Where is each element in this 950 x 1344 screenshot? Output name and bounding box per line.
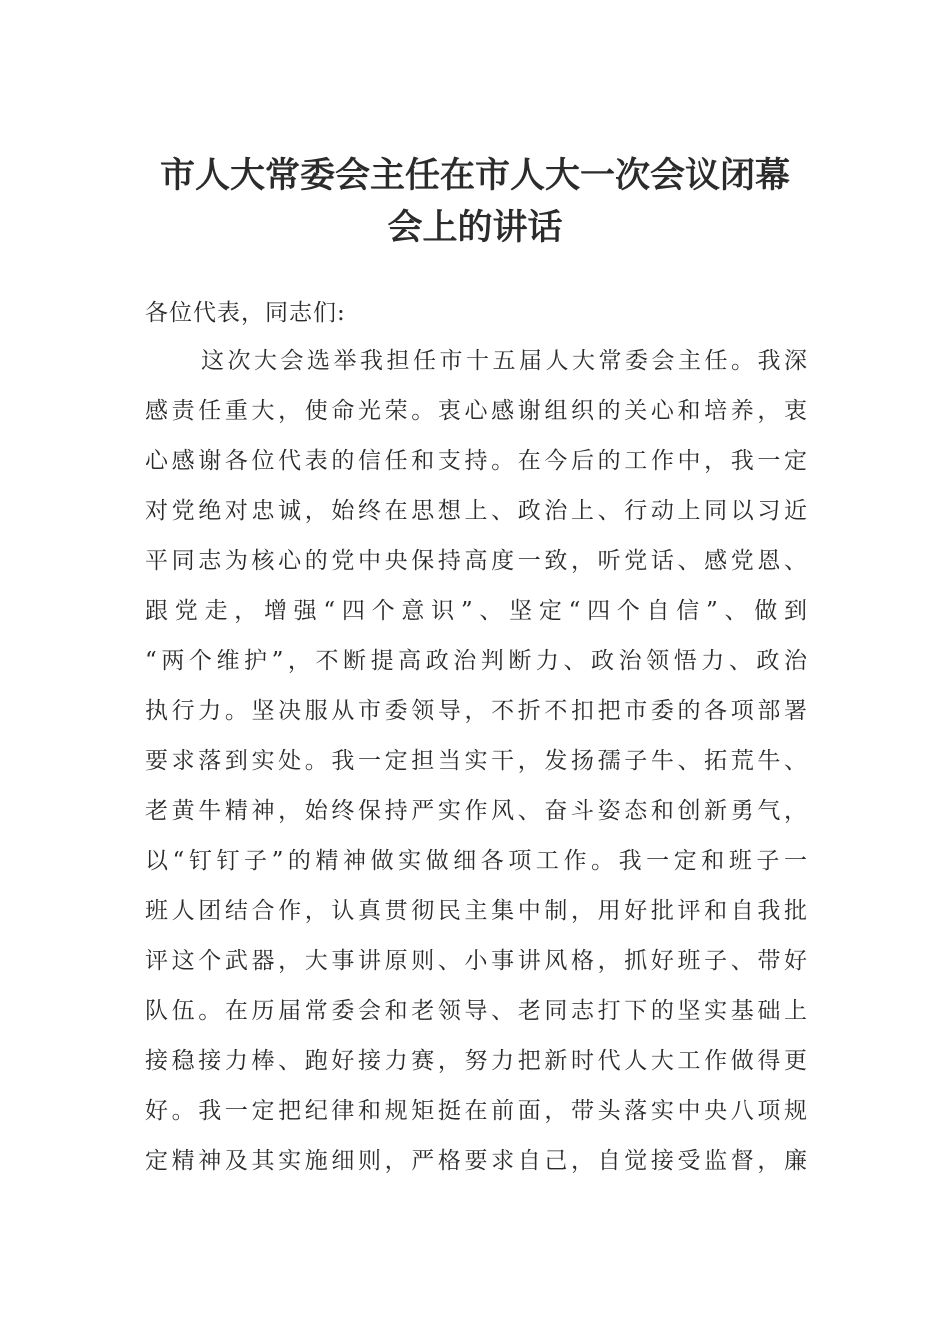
text-line: 定精神及其实施细则，严格要求自己，自觉接受监督，廉 — [145, 1148, 807, 1174]
page-title — [140, 150, 810, 254]
text-line: 跟党走，增强“四个意识”、坚定“四个自信”、做到 — [145, 598, 807, 624]
text-line: 执行力。坚决服从市委领导，不折不扣把市委的各项部署 — [145, 698, 807, 724]
text-line: 好。我一定把纪律和规矩挺在前面，带头落实中央八项规 — [145, 1098, 807, 1124]
title-line-1: 市人大常委会主任在市人大一次会议闭幕 — [159, 156, 790, 196]
body-paragraph — [145, 336, 807, 1186]
text-line: 以“钉钉子”的精神做实做细各项工作。我一定和班子一 — [145, 848, 807, 874]
title-line-2: 会上的讲话 — [387, 208, 563, 248]
salutation: 各位代表，同志们: — [145, 300, 346, 326]
text-line: 班人团结合作，认真贯彻民主集中制，用好批评和自我批 — [145, 898, 807, 924]
text-line: 接稳接力棒、跑好接力赛，努力把新时代人大工作做得更 — [145, 1048, 807, 1074]
text-line: 对党绝对忠诚，始终在思想上、政治上、行动上同以习近 — [145, 498, 807, 524]
text-line: 平同志为核心的党中央保持高度一致，听党话、感党恩、 — [145, 548, 807, 574]
text-line: 这次大会选举我担任市十五届人大常委会主任。我深 — [201, 348, 807, 374]
text-line: 心感谢各位代表的信任和支持。在今后的工作中，我一定 — [145, 448, 807, 474]
text-line: 老黄牛精神，始终保持严实作风、奋斗姿态和创新勇气， — [145, 798, 807, 824]
text-line: 队伍。在历届常委会和老领导、老同志打下的坚实基础上 — [145, 998, 807, 1024]
text-line: 评这个武器，大事讲原则、小事讲风格，抓好班子、带好 — [145, 948, 807, 974]
text-line: “两个维护”，不断提高政治判断力、政治领悟力、政治 — [145, 648, 807, 674]
text-line: 感责任重大，使命光荣。衷心感谢组织的关心和培养，衷 — [145, 398, 807, 424]
text-line: 要求落到实处。我一定担当实干，发扬孺子牛、拓荒牛、 — [145, 748, 807, 774]
